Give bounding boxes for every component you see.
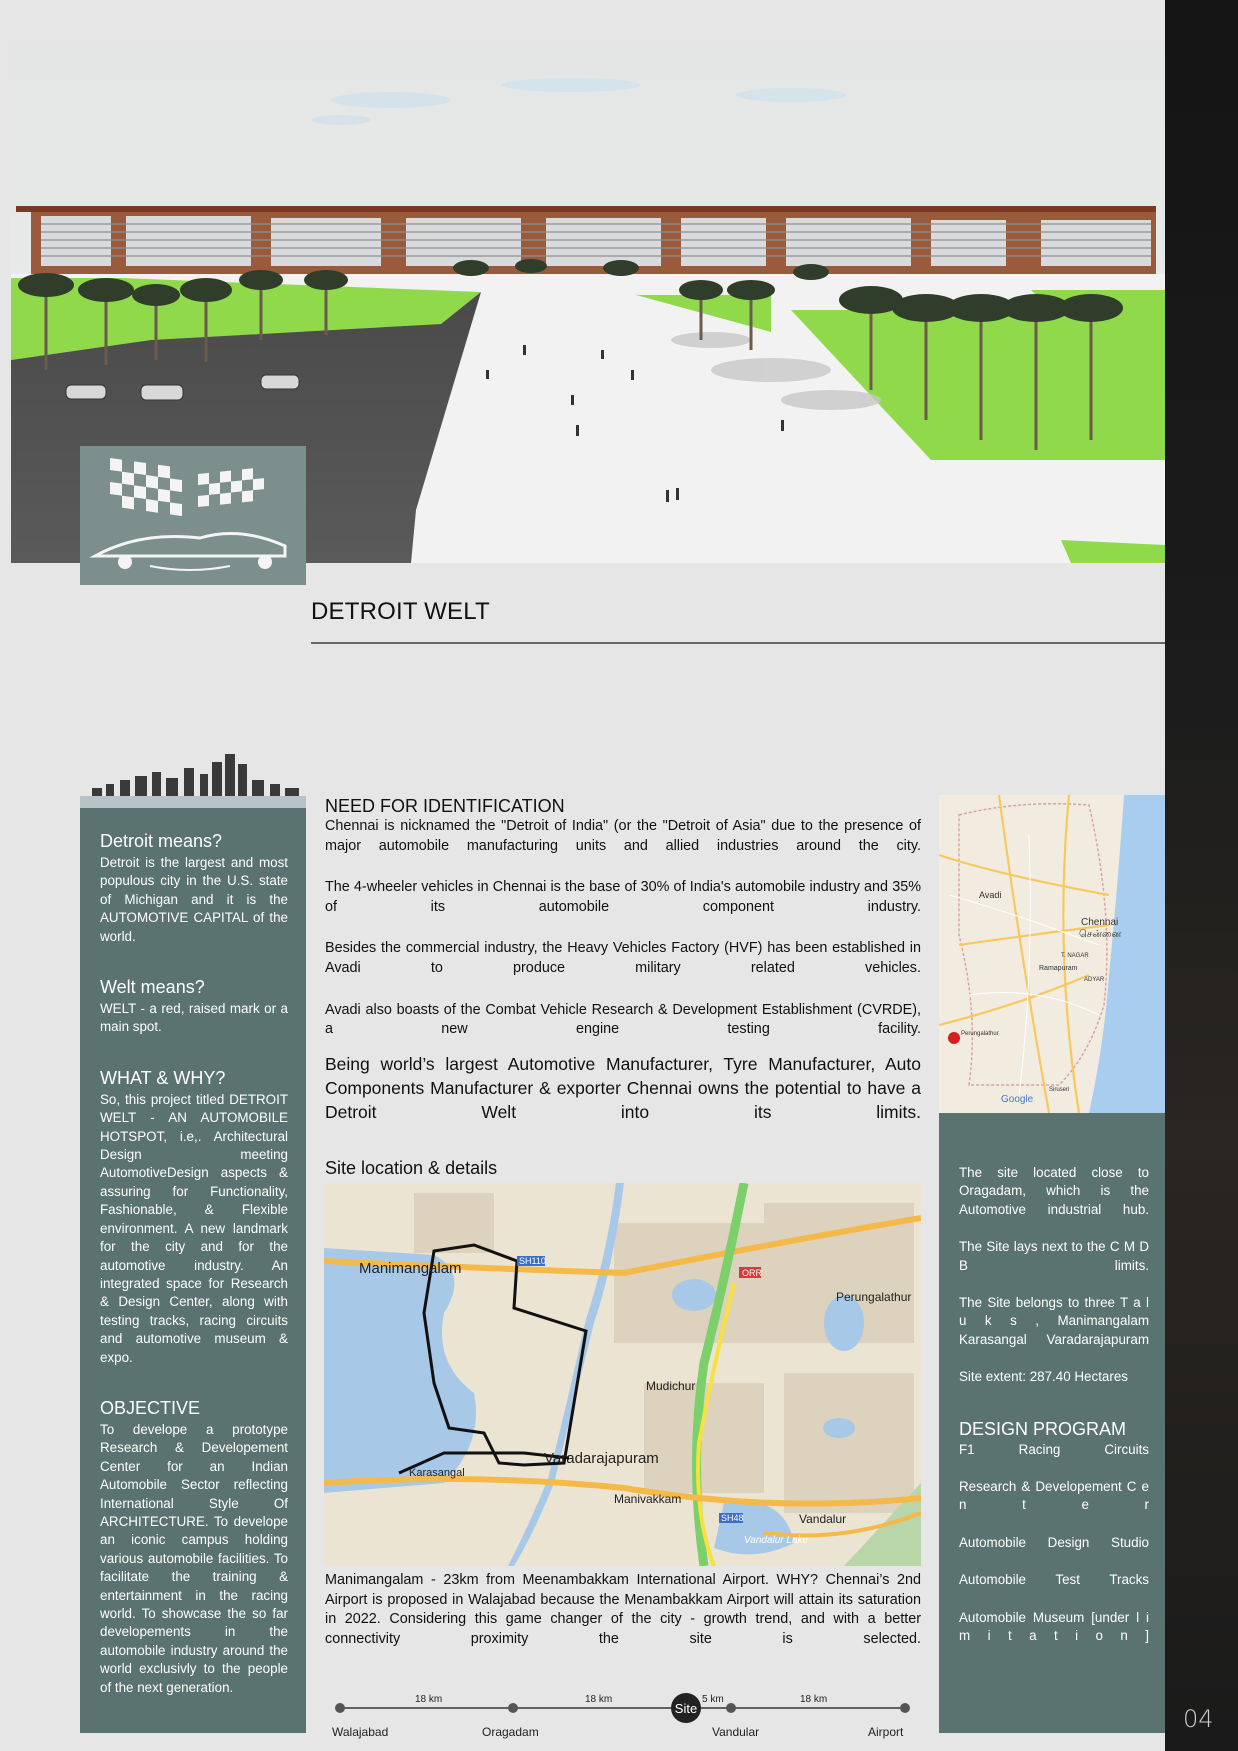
left-info-panel: [80, 808, 306, 1733]
detroit-skyline-image: [80, 750, 306, 808]
route-stop-site: Site: [674, 1701, 698, 1716]
design-program-heading: DESIGN PROGRAM: [959, 1418, 1127, 1439]
highlight-statement: Being world’s largest Automotive Manufacturer, Tyre Manufacturer, Auto Components Manufacturer & exporter Chennai owns the potential to have a Detroit Welt into its limits.: [325, 1053, 921, 1122]
route-stop-dot: [508, 1703, 518, 1713]
map-label-vandalur-lake: Vandalur Lake: [744, 1535, 809, 1546]
map-label-vandalur: Vandalur: [799, 1512, 847, 1526]
route-stop-dot: [335, 1703, 345, 1713]
route-stop-dot: [726, 1703, 736, 1713]
need-for-identification: [325, 795, 921, 1124]
section-heading: OBJECTIVE: [100, 1397, 201, 1418]
dark-side-strip: [1165, 0, 1238, 1751]
map-label-sh110: SH110: [519, 1256, 546, 1266]
site-pin-icon: [948, 1032, 960, 1044]
map-label-perungalathur: Perungalathur: [836, 1290, 912, 1304]
page-title: DETROIT WELT: [311, 598, 490, 625]
route-connectivity-diagram: [330, 1690, 920, 1740]
site-fact: The Site lays next to the C M D B limits.: [959, 1239, 1149, 1273]
site-location-map: [324, 1183, 921, 1566]
section-text: To develope a prototype Research & Developement Center for an Indian Automobile Sector reflecting International Style Of ARCHITECTURE. To develope an iconic campus holding various automobile facilities. To facilitate the training & entertainment in the racing world. To showcase the so far developements in the automobile industry around the world exclusivly to the people of the next generation.: [100, 1421, 288, 1695]
program-item: Automobile Museum [under l i m i t a t i o n ]: [959, 1609, 1149, 1644]
page-number: 04: [1183, 1705, 1214, 1733]
section-text: Detroit is the largest and most populous city in the U.S. state of Michigan and it is the AUTOMOTIVE CAPITAL of the world.: [100, 855, 288, 944]
map-label-sh48: SH48: [721, 1513, 744, 1523]
paragraph: Chennai is nicknamed the "Detroit of India" (or the "Detroit of Asia" due to the presence of major automobile manufacturing units and allied industries around the city.: [325, 818, 921, 854]
paragraph: Besides the commercial industry, the Heavy Vehicles Factory (HVF) has been established in Avadi to produce military related vehicles.: [325, 940, 921, 976]
chennai-location-map: [939, 795, 1165, 1113]
paragraph: The 4-wheeler vehicles in Chennai is the base of 30% of India's automobile industry and 35% of its automobile component industry.: [325, 879, 921, 915]
route-distance: 5 km: [702, 1694, 724, 1705]
section-heading: Detroit means?: [100, 831, 223, 851]
map-label-perungalathur: Perungalathur: [961, 1031, 999, 1037]
route-distance: 18 km: [800, 1694, 828, 1705]
section-objective: [100, 1397, 288, 1697]
program-item: Automobile Test Tracks: [959, 1572, 1149, 1588]
section-heading: Welt means?: [100, 977, 205, 998]
map-label-avadi: Avadi: [979, 890, 1002, 900]
section-text: WELT - a red, raised mark or a main spot.: [100, 1001, 288, 1035]
site-extent: Site extent: 287.40 Hectares: [959, 1369, 1128, 1385]
map-label-ramapuram: Ramapuram: [1039, 965, 1078, 972]
site-heading: Site location & details: [325, 1158, 498, 1178]
route-distance: 18 km: [415, 1694, 443, 1705]
map-label-manivakkam: Manivakkam: [614, 1492, 682, 1506]
program-item: F1 Racing Circuits: [959, 1441, 1149, 1457]
section-welt-means: [100, 976, 288, 1037]
map-label-varadarajapuram: Varadarajapuram: [544, 1450, 659, 1467]
paragraph: Avadi also boasts of the Combat Vehicle Research & Development Establishment (CVRDE), a new engine testing facility.: [325, 1001, 921, 1038]
section-text: So, this project titled DETROIT WELT - AN AUTOMOBILE HOTSPOT, i.e,. Architectural Design meeting AutomotiveDesign aspects & assuring for Functionality, Fashionable, & Flexible environment. A new landmark for the city and for the automotive industry. An integrated space for Research & Design Center, along with testing tracks, racing circuits and automotive museum & expo.: [100, 1091, 288, 1365]
site-fact: The Site belongs to three T a l u k s , Manimangalam Karasangal Varadarajapuram: [959, 1295, 1149, 1347]
map-label-adyar: ADYAR: [1084, 977, 1105, 983]
map-label-orr: ORR: [742, 1268, 762, 1278]
map-label-chennai-ta: சென்னை: [1079, 929, 1122, 940]
route-stop-oragadam: Oragadam: [482, 1725, 539, 1739]
title-bar: [311, 598, 1165, 644]
route-stop-walajabad: Walajabad: [332, 1725, 389, 1739]
google-logo: Google: [1001, 1094, 1034, 1105]
program-item: Automobile Design Studio: [959, 1534, 1149, 1550]
section-detroit-means: [100, 830, 288, 946]
map-label-tnagar: T. NAGAR: [1061, 953, 1089, 959]
map-label-siruseri: Siruseri: [1049, 1087, 1070, 1093]
right-info-panel: [939, 1113, 1165, 1733]
route-distance: 18 km: [585, 1694, 613, 1705]
racing-flag-logo: [80, 446, 306, 585]
route-stop-dot: [900, 1703, 910, 1713]
map-label-karasangal: Karasangal: [409, 1467, 465, 1479]
map-label-chennai: Chennai: [1081, 917, 1119, 928]
site-fact: The site located close to Oragadam, which is the Automotive industrial hub.: [959, 1165, 1149, 1217]
site-details-text: Manimangalam - 23km from Meenambakkam International Airport. WHY? Chennai’s 2nd Airport is proposed in Walajabad because the Menambakkam Airport will attain its saturation in 2022. Considering this game changer of the city - growth trend, and with a better connectivity proximity the site is selected.: [325, 1572, 921, 1647]
section-heading: WHAT & WHY?: [100, 1067, 226, 1088]
section-what-why: [100, 1067, 288, 1367]
route-stop-airport: Airport: [868, 1725, 904, 1739]
program-item: Research & Developement C e n t e r: [959, 1479, 1149, 1513]
route-stop-vandular: Vandular: [712, 1725, 760, 1739]
map-label-mudichur: Mudichur: [646, 1379, 696, 1393]
section-heading: NEED FOR IDENTIFICATION: [325, 796, 565, 816]
map-label-manimangalam: Manimangalam: [359, 1260, 462, 1277]
